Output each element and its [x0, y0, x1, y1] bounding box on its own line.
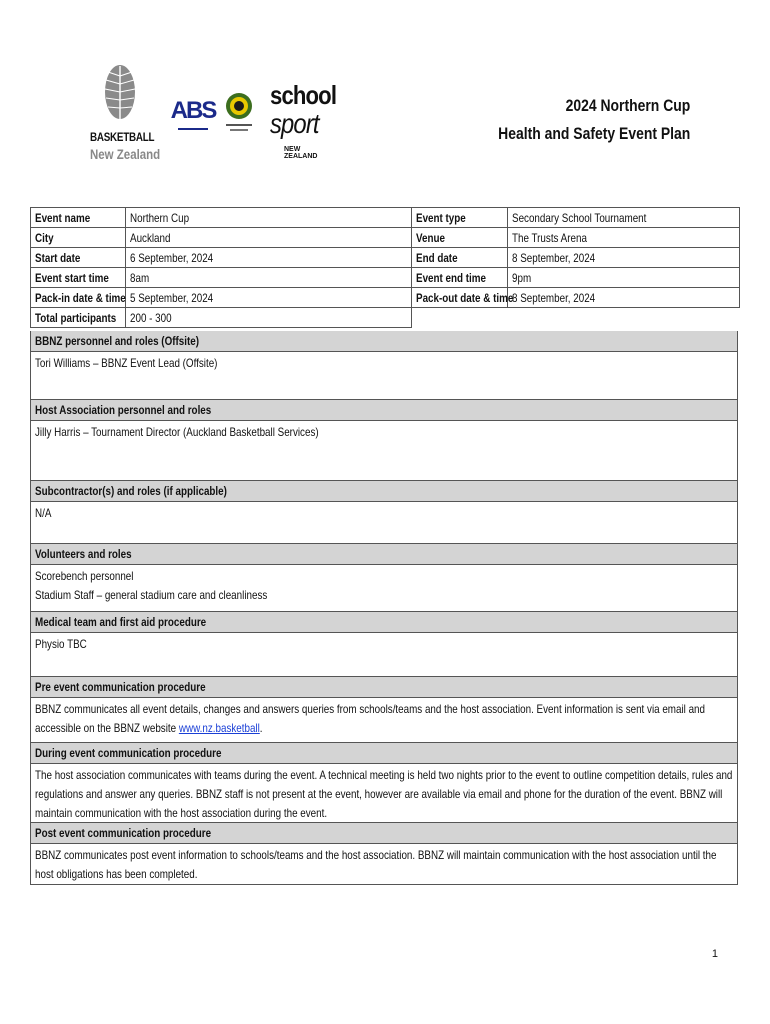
table-row — [31, 228, 740, 248]
subcontractors-heading: Subcontractor(s) and roles (if applicable) — [35, 484, 227, 498]
venue-value: The Trusts Arena — [512, 230, 587, 245]
school-sport-nz-logo — [270, 70, 337, 166]
pre-event-text-end: . — [259, 721, 263, 735]
logo-strip — [90, 62, 350, 172]
table-row — [31, 268, 740, 288]
volunteers-section — [30, 544, 738, 612]
table-row — [31, 288, 740, 308]
participants-value: 200 - 300 — [130, 310, 172, 325]
table-row — [31, 208, 740, 228]
during-event-text: The host association communicates with teams during the event. A technical meeting is held two nights prior to the event to outline competition details, rules and regulations and answer any queries. BBNZ staff is not present at the event, however are available via email and phone for the duration of the event. BBNZ will maintain communication with the host association during the event. — [35, 768, 733, 820]
bbnz-personnel-heading: BBNZ personnel and roles (Offsite) — [35, 334, 200, 348]
host-personnel-heading: Host Association personnel and roles — [35, 403, 212, 417]
table-row — [31, 308, 740, 328]
medical-section — [30, 612, 738, 677]
subcontractors-line: N/A — [35, 506, 52, 520]
end-date-value: 8 September, 2024 — [512, 250, 596, 265]
fern-ball-icon — [100, 62, 140, 124]
during-event-section — [30, 743, 738, 823]
basketball-nz-logo — [90, 62, 161, 167]
title-line2: Health and Safety Event Plan — [497, 124, 690, 143]
bbnz-personnel-line: Tori Williams – BBNZ Event Lead (Offsite) — [35, 356, 218, 370]
waikato-sport-logo — [224, 90, 254, 136]
event-type-value: Secondary School Tournament — [512, 210, 647, 225]
bbnz-personnel-section — [30, 331, 738, 400]
venue-label: Venue — [416, 230, 445, 245]
post-event-heading: Post event communication procedure — [35, 826, 212, 840]
event-info-table — [30, 207, 740, 328]
event-name-value: Northern Cup — [130, 210, 190, 225]
pack-out-label: Pack-out date & time — [416, 290, 514, 305]
event-type-label: Event type — [416, 210, 466, 225]
start-date-label: Start date — [35, 250, 81, 265]
pack-in-label: Pack-in date & time — [35, 290, 126, 305]
pack-in-value: 5 September, 2024 — [130, 290, 214, 305]
bbnz-logo-line1: BASKETBALL — [90, 130, 155, 144]
end-time-value: 9pm — [512, 270, 532, 285]
volunteers-heading: Volunteers and roles — [35, 547, 132, 561]
volunteers-line-2: Stadium Staff – general stadium care and cleanliness — [35, 588, 268, 602]
host-personnel-section — [30, 400, 738, 481]
host-personnel-line: Jilly Harris – Tournament Director (Auckland Basketball Services) — [35, 425, 319, 439]
medical-heading: Medical team and first aid procedure — [35, 615, 207, 629]
post-event-section — [30, 823, 738, 885]
pre-event-heading: Pre event communication procedure — [35, 680, 206, 694]
svg-text:ABS: ABS — [170, 97, 216, 124]
city-value: Auckland — [130, 230, 171, 245]
post-event-text: BBNZ communicates post event information to schools/teams and the host association. BBNZ will maintain communication with the host association until the host obligations has been completed. — [35, 848, 717, 881]
start-time-label: Event start time — [35, 270, 109, 285]
subcontractors-section — [30, 481, 738, 544]
end-time-label: Event end time — [416, 270, 486, 285]
pre-event-section — [30, 677, 738, 743]
medical-line: Physio TBC — [35, 637, 87, 651]
pre-event-text: BBNZ communicates all event details, changes and answers queries from schools/teams and the host association. Event information is sent via email and accessible on the BBNZ website — [35, 702, 706, 735]
during-event-heading: During event communication procedure — [35, 746, 222, 760]
table-row — [31, 248, 740, 268]
pack-out-value: 8 September, 2024 — [512, 290, 596, 305]
school-sport-line2: sport — [270, 108, 319, 139]
participants-label: Total participants — [35, 310, 117, 325]
volunteers-line-1: Scorebench personnel — [35, 569, 134, 583]
city-label: City — [35, 230, 54, 245]
start-time-value: 8am — [130, 270, 150, 285]
bbnz-logo-line2: New Zealand — [90, 146, 161, 162]
auckland-basketball-logo — [170, 90, 216, 134]
end-date-label: End date — [416, 250, 458, 265]
school-sport-nz: NEW ZEALAND — [284, 146, 318, 160]
start-date-value: 6 September, 2024 — [130, 250, 214, 265]
bbnz-website-link[interactable]: www.nz.basketball — [178, 721, 260, 735]
page-number: 1 — [711, 948, 718, 960]
school-sport-line1: school — [270, 80, 337, 110]
event-name-label: Event name — [35, 210, 91, 225]
title-line1: 2024 Northern Cup — [565, 96, 690, 115]
document-title — [456, 92, 690, 148]
